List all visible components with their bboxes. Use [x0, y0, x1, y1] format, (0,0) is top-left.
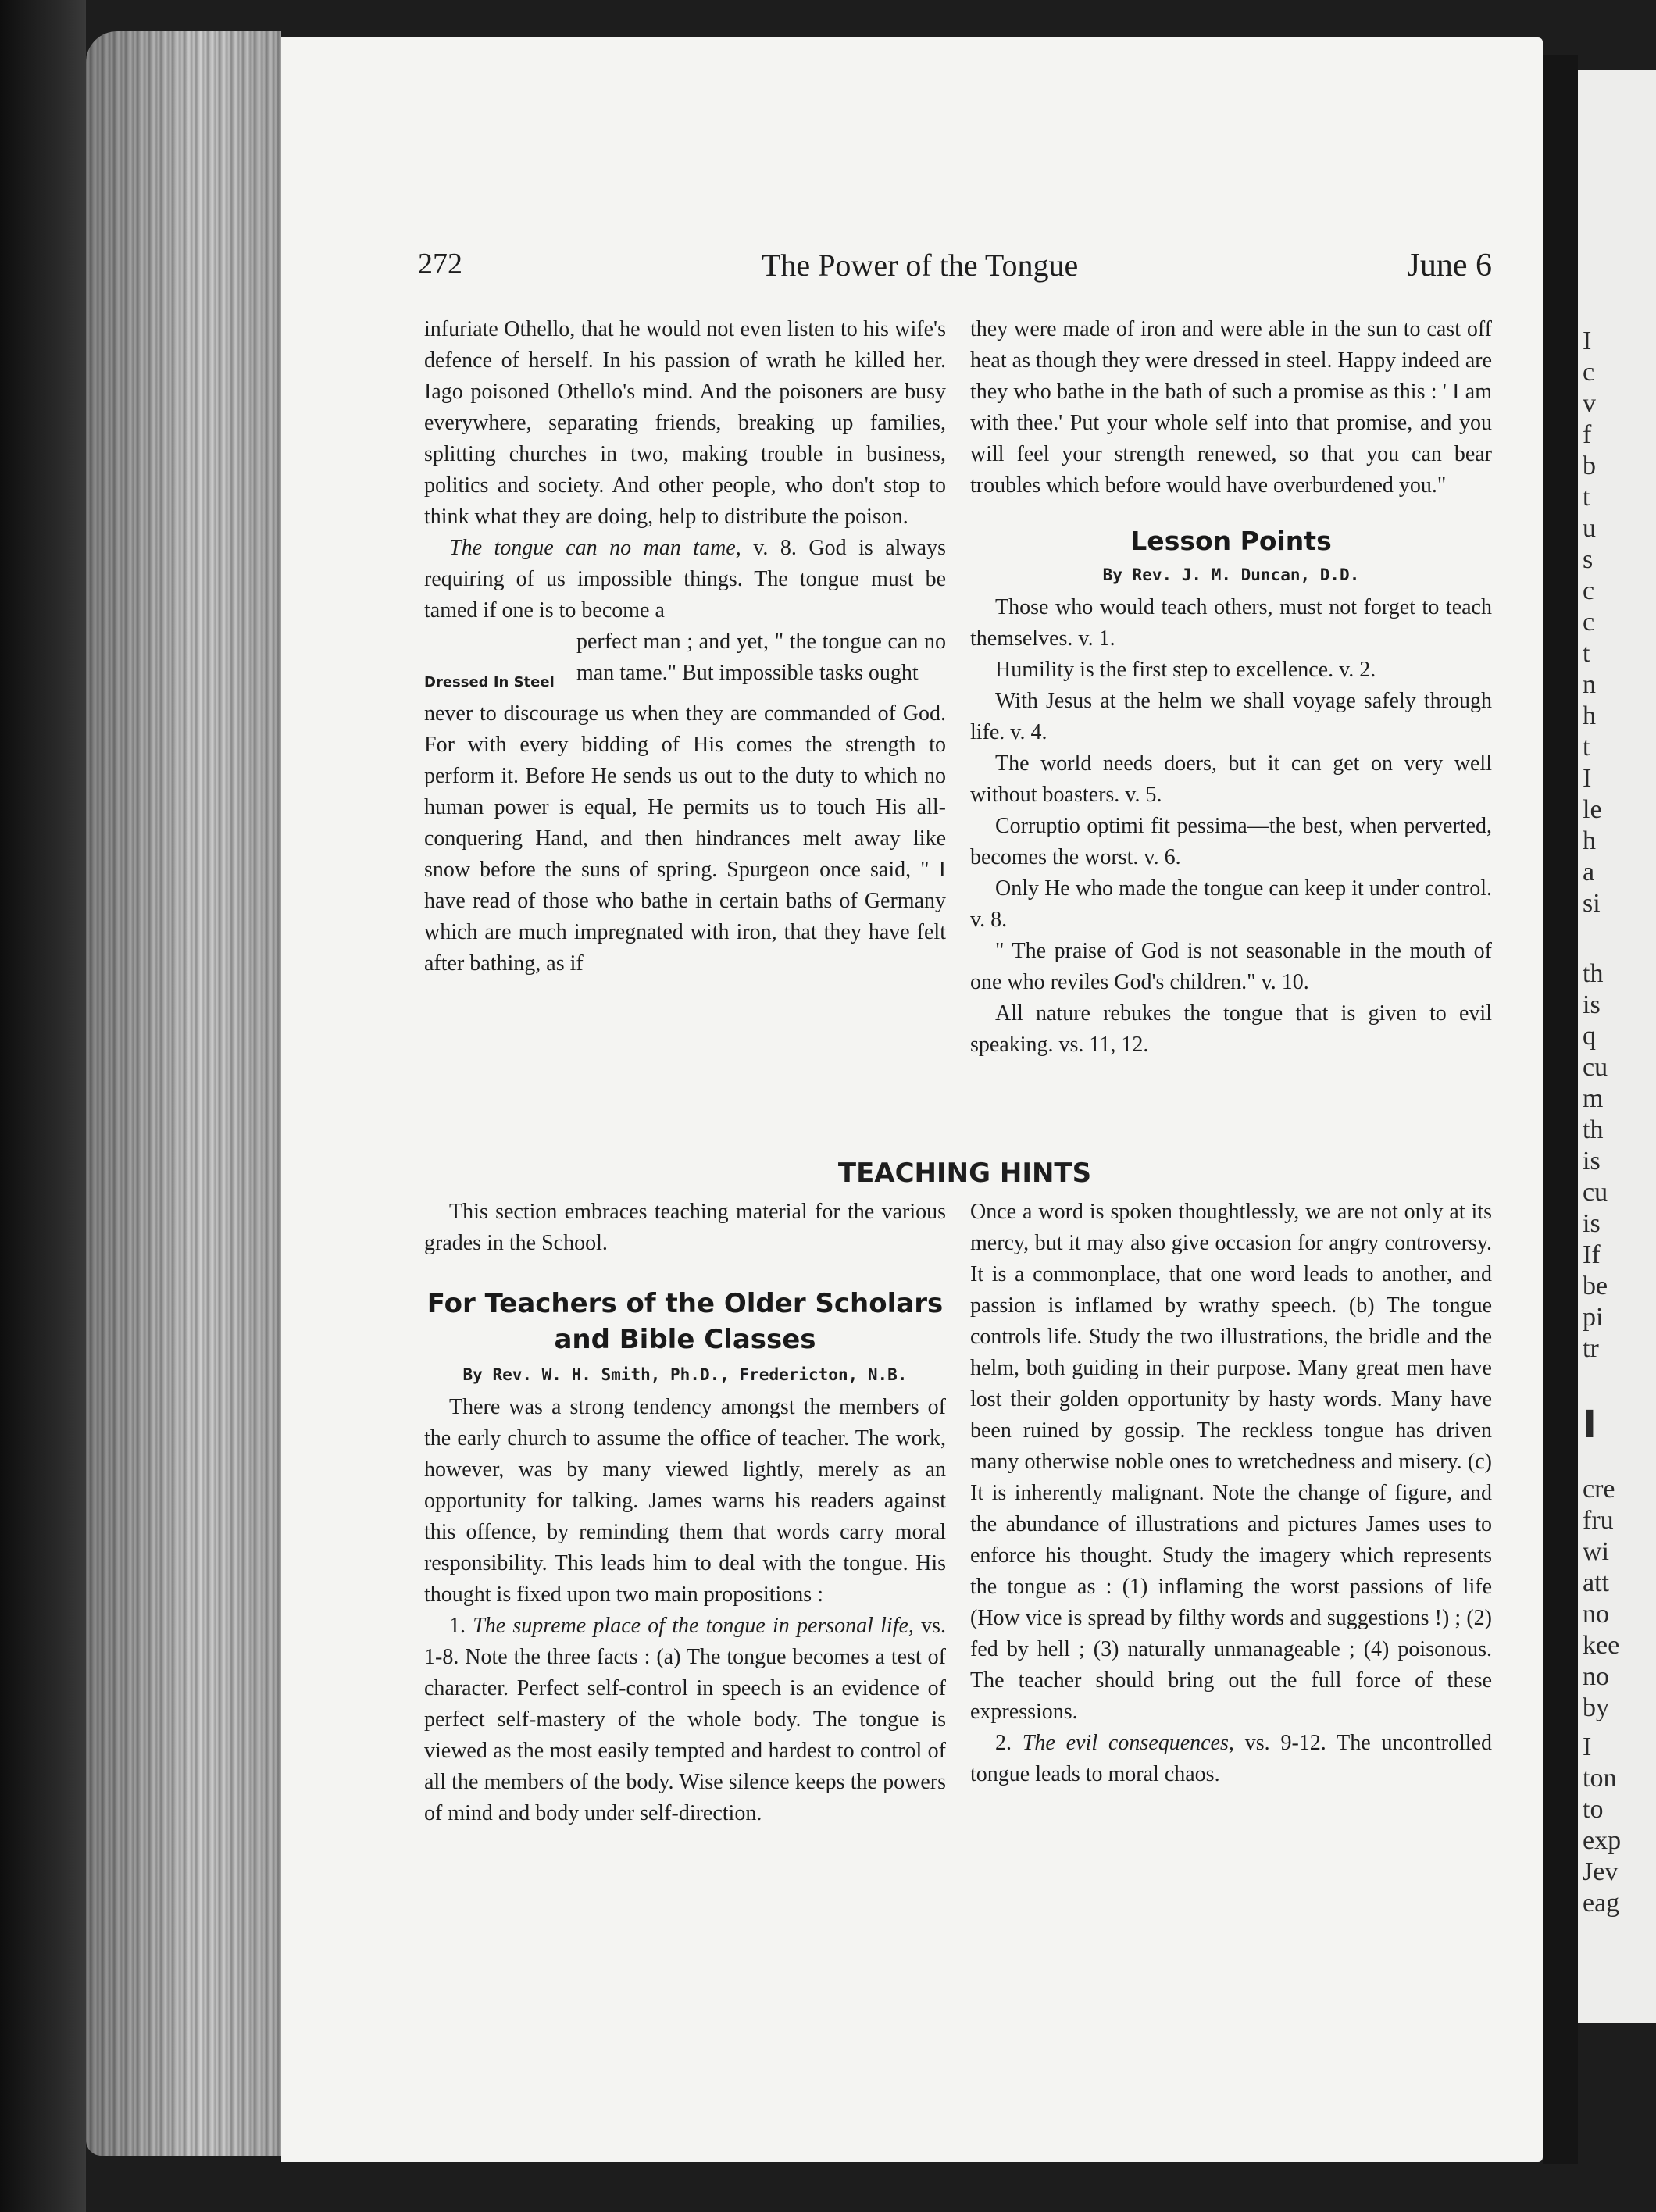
- facing-page-text: is: [1583, 990, 1601, 1019]
- facing-page-text: I: [1583, 1403, 1597, 1447]
- column-left-top: [424, 314, 946, 1142]
- facing-page-text: t: [1583, 733, 1590, 762]
- facing-page-fragment: [1578, 70, 1656, 2023]
- lesson-points-byline: By Rev. J. M. Duncan, D.D.: [1102, 565, 1360, 584]
- facing-page-text: th: [1583, 959, 1604, 988]
- facing-page-text: a: [1583, 858, 1595, 887]
- facing-page-text: th: [1583, 1115, 1604, 1144]
- lesson-point: Only He who made the tongue can keep it under control. v. 8.: [970, 876, 1492, 932]
- older-scholars-byline: By Rev. W. H. Smith, Ph.D., Fredericton, N.B.: [462, 1365, 908, 1384]
- facing-page-text: le: [1583, 795, 1602, 824]
- facing-page-text: kee: [1583, 1631, 1620, 1660]
- paragraph-text: vs. 9-12. The uncontrolled tongue leads to moral chaos.: [970, 1731, 1492, 1786]
- running-head: [418, 247, 1492, 292]
- facing-page-text: If: [1583, 1240, 1601, 1269]
- point-title: The evil consequences,: [1022, 1731, 1234, 1755]
- facing-page-text: h: [1583, 701, 1596, 730]
- facing-page-text: cu: [1583, 1053, 1608, 1082]
- running-title: The Power of the Tongue: [762, 248, 1079, 283]
- facing-page-text: no: [1583, 1662, 1609, 1691]
- facing-page-text: c: [1583, 358, 1595, 387]
- facing-page-text: eag: [1583, 1889, 1620, 1918]
- older-scholars-heading: For Teachers of the Older Scholars and Bible Classes: [426, 1288, 944, 1355]
- facing-page-text: Jev: [1583, 1857, 1619, 1886]
- facing-page-text: wi: [1583, 1537, 1609, 1566]
- paragraph: [424, 1611, 946, 1829]
- facing-page-text: be: [1583, 1272, 1608, 1300]
- facing-page-text: is: [1583, 1147, 1601, 1176]
- lesson-point: " The praise of God is not seasonable in the mouth of one who reviles God's children." v. 10.: [970, 939, 1492, 994]
- facing-page-text: f: [1583, 420, 1592, 449]
- paragraph-text: never to discourage us when they are commanded of God. For with every bidding of His comes the strength to perform it. Before He sends us out to the duty to which no human power is equal, He permits us to touch His all-conquering Hand, and then hindrances melt away like snow before the suns of spring. Spurgeon once said, " I have read of those who bathe in certain baths of Germany which are much impregnated with iron, that they have felt after bathing, as if: [424, 701, 946, 976]
- facing-page-text: q: [1583, 1022, 1596, 1051]
- facing-page-text: I: [1583, 1732, 1592, 1761]
- facing-page-text: cu: [1583, 1178, 1608, 1207]
- facing-page-text: s: [1583, 545, 1594, 574]
- scripture-quote: The tongue can no man tame,: [449, 536, 741, 560]
- facing-page-text: t: [1583, 639, 1590, 668]
- teaching-intro: This section embraces teaching material for the various grades in the School.: [424, 1200, 946, 1255]
- paragraph-text: perfect man ; and yet, " the tongue can no man tame." But impossible tasks ought: [576, 630, 946, 685]
- column-right-bottom: [970, 1197, 1492, 2126]
- paragraph-text: v. 8. God is always requiring of us impossible things. The tongue must be tamed if one is to become a: [424, 536, 946, 623]
- facing-page-text: ton: [1583, 1764, 1617, 1793]
- lesson-point: All nature rebukes the tongue that is given to evil speaking. vs. 11, 12.: [970, 1001, 1492, 1057]
- lesson-point: The world needs doers, but it can get on very well without boasters. v. 5.: [970, 751, 1492, 807]
- facing-page-text: m: [1583, 1084, 1604, 1113]
- facing-page-text: is: [1583, 1209, 1601, 1238]
- facing-page-text: fru: [1583, 1506, 1614, 1535]
- paragraph: [970, 1728, 1492, 1790]
- facing-page-text: att: [1583, 1568, 1609, 1597]
- facing-page-text: I: [1583, 326, 1592, 355]
- lesson-point: Those who would teach others, must not forget to teach themselves. v. 1.: [970, 595, 1492, 651]
- facing-page-text: v: [1583, 389, 1596, 418]
- facing-page-text: b: [1583, 451, 1596, 480]
- teaching-hints-heading: TEACHING HINTS: [837, 1158, 1092, 1189]
- facing-page-text: pi: [1583, 1303, 1604, 1332]
- lesson-point: Corruptio optimi fit pessima—the best, when perverted, becomes the worst. v. 6.: [970, 814, 1492, 869]
- facing-page-text: h: [1583, 826, 1596, 855]
- paragraph: they were made of iron and were able in the sun to cast off heat as though they were dressed in steel. Happy indeed are they who bathe in the bath of such a promise as this : ' I am with thee.' Put your whole self into that promise, and you will feel your strength renewed, so that you can bear troubles which before would have overburdened you.": [970, 317, 1492, 498]
- side-note-block: [424, 626, 946, 698]
- point-number: 1.: [449, 1614, 473, 1638]
- paragraph-text: vs. 1-8. Note the three facts : (a) The tongue becomes a test of character. Perfect self-control in speech is an evidence of perfect self-mastery of the whole body. The tongue is viewed as the most easily tempted and hardest to control of all the members of the body. Wise silence keeps the powers of mind and body under self-direction.: [424, 1614, 947, 1825]
- side-note-label: Dressed In Steel: [424, 674, 555, 690]
- facing-page-text: si: [1583, 889, 1601, 918]
- paragraph: There was a strong tendency amongst the members of the early church to assume the office of teacher. The work, however, was by many viewed lightly, merely as an opportunity for talking. James warns his readers against this offence, by reminding them that words carry moral responsibility. This leads him to deal with the tongue. His thought is fixed upon two main propositions :: [424, 1395, 946, 1607]
- facing-page-text: cre: [1583, 1475, 1615, 1504]
- running-date: June 6: [1407, 248, 1492, 284]
- paragraph: infuriate Othello, that he would not even listen to his wife's defence of herself. In his passion of wrath he killed her. Iago poisoned Othello's mind. And the poisoners are busy everywhere, separating friends, breaking up families, splitting churches in two, making trouble in business, politics and society. And other people, who don't stop to think what they are doing, help to distribute the poison.: [424, 317, 946, 529]
- paragraph: Once a word is spoken thoughtlessly, we are not only at its mercy, but it may also give occasion for angry controversy. It is a commonplace, that one word leads to another, and passion is inflamed by wrathy speech. (b) The tongue controls life. Study the two illustrations, the bridle and the helm, both guiding in their purpose. Many great men have lost their golden opportunity by hasty words. Many have been ruined by gossip. The reckless tongue has driven many otherwise noble ones to wretchedness and misery. (c) It is inherently malignant. Note the change of figure, and the abundance of illustrations and pictures James uses to enforce his thought. Study the imagery which represents the tongue as : (1) inflaming the worst passions of life (How vice is spread by filthy words and suggestions !) ; (2) fed by hell ; (3) naturally unmanageable ; (4) poisonous. The teacher should bring out the full force of these expressions.: [970, 1200, 1492, 1724]
- facing-page-text: c: [1583, 576, 1595, 605]
- facing-page-text: I: [1583, 764, 1592, 793]
- column-right-top: [970, 314, 1492, 1126]
- column-left-bottom: [424, 1197, 946, 2126]
- facing-page-text: by: [1583, 1693, 1609, 1722]
- lesson-point: Humility is the first step to excellence. v. 2.: [995, 658, 1376, 682]
- book-gutter: [1543, 55, 1578, 2164]
- facing-page-text: n: [1583, 670, 1596, 699]
- paragraph: [424, 533, 946, 626]
- facing-page-text: tr: [1583, 1334, 1599, 1363]
- lesson-point: With Jesus at the helm we shall voyage safely through life. v. 4.: [970, 689, 1492, 744]
- facing-page-text: c: [1583, 608, 1595, 637]
- facing-page-text: to: [1583, 1795, 1604, 1824]
- page-number: 272: [418, 248, 462, 280]
- point-title: The supreme place of the tongue in personal life,: [473, 1614, 914, 1638]
- book-page-edges: [86, 31, 281, 2156]
- scanner-edge: [0, 0, 86, 2212]
- point-number: 2.: [995, 1731, 1023, 1755]
- facing-page-text: u: [1583, 514, 1596, 543]
- facing-page-text: t: [1583, 483, 1590, 512]
- facing-page-text: no: [1583, 1600, 1609, 1629]
- facing-page-text: exp: [1583, 1826, 1622, 1855]
- lesson-points-heading: Lesson Points: [1130, 526, 1332, 556]
